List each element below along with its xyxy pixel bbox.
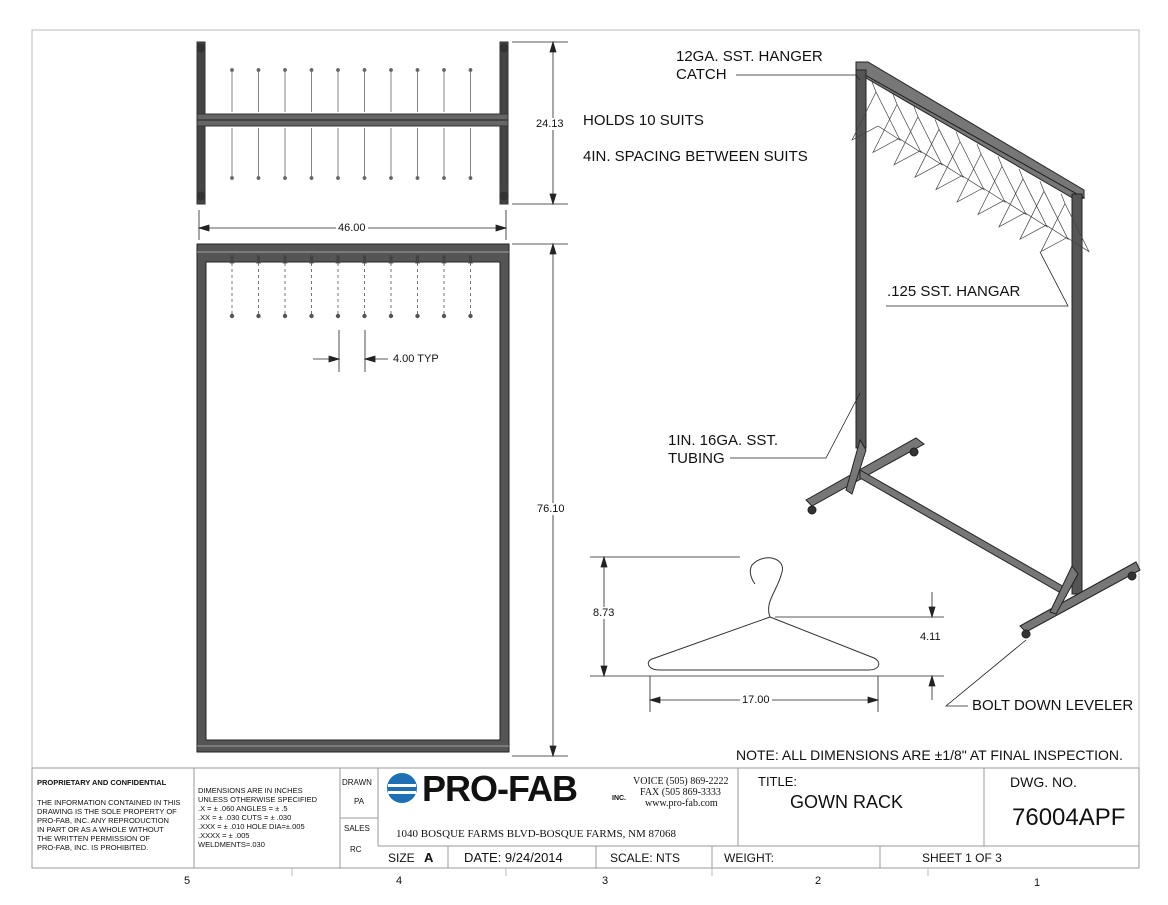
top-hanger-tip — [469, 177, 472, 180]
company-fax: FAX (505 869-3333 — [640, 787, 721, 798]
callout-hangar: .125 SST. HANGAR — [887, 283, 1021, 300]
tolerance-line: .XXXX = ± .005 — [198, 831, 250, 840]
top-hanger-tip — [390, 177, 393, 180]
company-address: 1040 BOSQUE FARMS BLVD-BOSQUE FARMS, NM 87068 — [396, 828, 677, 840]
top-hanger-tip — [469, 69, 472, 72]
size-label: SIZE — [388, 851, 415, 865]
sales-value: RC — [350, 845, 362, 854]
company-suffix: INC. — [612, 795, 626, 802]
zone-label: 5 — [184, 875, 191, 887]
drawn-label: DRAWN — [342, 778, 372, 787]
tolerance-line: .XXX = ± .010 HOLE DIA=±.005 — [198, 822, 305, 831]
tolerance-line: .X = ± .060 ANGLES = ± .5 — [198, 804, 288, 813]
dwg-label: DWG. NO. — [1010, 774, 1077, 790]
tolerance-line: WELDMENTS=.030 — [198, 840, 265, 849]
front-hanger-tip — [442, 314, 446, 318]
tolerance-lines — [198, 786, 317, 849]
callout-leveler: BOLT DOWN LEVELER — [972, 697, 1134, 714]
date-field: DATE: 9/24/2014 — [464, 850, 563, 865]
note-capacity: HOLDS 10 SUITS — [583, 112, 704, 129]
dim-hanger-height-label: 8.73 — [593, 607, 615, 619]
iso-view — [806, 62, 1140, 638]
proprietary-line: IN PART OR AS A WHOLE WITHOUT — [37, 825, 164, 834]
proprietary-line: THE WRITTEN PERMISSION OF — [37, 834, 150, 843]
front-hanger-catch — [389, 255, 393, 263]
scale-field: SCALE: NTS — [610, 851, 681, 865]
front-hanger-catch — [469, 255, 473, 263]
dim-hanger-width-label: 17.00 — [742, 694, 770, 706]
zone-label: 3 — [602, 875, 609, 887]
sales-label: SALES — [344, 824, 370, 833]
pro-fab-logo-icon — [387, 773, 417, 803]
proprietary-line: THE INFORMATION CONTAINED IN THIS — [37, 798, 181, 807]
top-hanger-tip — [337, 177, 340, 180]
top-hanger-tip — [390, 69, 393, 72]
front-hanger-catch — [230, 255, 234, 263]
top-hanger-tip — [416, 69, 419, 72]
weight-field: WEIGHT: — [724, 851, 774, 865]
note-inspection: NOTE: ALL DIMENSIONS ARE ±1/8" AT FINAL INSPECTION. — [736, 747, 1123, 763]
dim-width-label: 46.00 — [338, 222, 366, 234]
front-hanger-tip — [416, 314, 420, 318]
tolerance-line: DIMENSIONS ARE IN INCHES — [198, 786, 303, 795]
tolerance-line: UNLESS OTHERWISE SPECIFIED — [198, 795, 318, 804]
front-hanger-catch — [257, 255, 261, 263]
front-hanger-tip — [389, 314, 393, 318]
dim-hanger-shoulder-label: 4.11 — [920, 631, 941, 643]
front-hanger-tip — [469, 314, 473, 318]
dim-height-label: 76.10 — [537, 503, 565, 515]
callout-hanger-catch-1: 12GA. SST. HANGER — [676, 48, 823, 65]
front-view-frame — [197, 244, 509, 752]
iso-hangers — [852, 82, 1089, 252]
dwg-value: 76004APF — [1012, 804, 1126, 831]
company-website: www.pro-fab.com — [645, 798, 718, 809]
size-value: A — [424, 850, 434, 865]
top-hanger-tip — [284, 177, 287, 180]
top-hanger-tip — [231, 69, 234, 72]
front-hanger-catch — [363, 255, 367, 263]
front-hanger-tip — [363, 314, 367, 318]
top-hanger-tip — [231, 177, 234, 180]
callout-tubing-1: 1IN. 16GA. SST. — [668, 432, 779, 449]
proprietary-heading: PROPRIETARY AND CONFIDENTIAL — [37, 778, 167, 787]
title-label: TITLE: — [758, 774, 798, 789]
proprietary-lines — [37, 798, 180, 852]
dim-depth-label: 24.13 — [536, 118, 564, 130]
callout-hanger-catch-2: CATCH — [676, 66, 727, 83]
zone-label: 2 — [815, 875, 822, 887]
front-hanger-catch — [310, 255, 314, 263]
top-hanger-tip — [310, 69, 313, 72]
top-hanger-tip — [257, 69, 260, 72]
front-hanger-catch — [416, 255, 420, 263]
top-hanger-tip — [443, 69, 446, 72]
front-hanger-tip — [257, 314, 261, 318]
zone-ticks — [292, 868, 928, 876]
proprietary-line: DRAWING IS THE SOLE PROPERTY OF — [37, 807, 177, 816]
front-hanger-catch — [336, 255, 340, 263]
proprietary-line: PRO-FAB, INC. IS PROHIBITED. — [37, 843, 149, 852]
company-voice: VOICE (505) 869-2222 — [633, 776, 729, 787]
proprietary-line: PRO-FAB, INC. ANY REPRODUCTION — [37, 816, 169, 825]
top-hanger-tip — [363, 177, 366, 180]
front-hanger-tip — [336, 314, 340, 318]
hanger-dims — [590, 557, 944, 712]
company-name: PRO-FAB — [422, 768, 577, 809]
callout-tubing-2: TUBING — [668, 450, 725, 467]
note-spacing: 4IN. SPACING BETWEEN SUITS — [583, 148, 808, 165]
top-hanger-tip — [284, 69, 287, 72]
title-value: GOWN RACK — [790, 792, 904, 812]
drawn-value: PA — [354, 797, 365, 806]
dim-height — [512, 244, 568, 756]
top-hanger-tip — [310, 177, 313, 180]
top-hanger-tip — [443, 177, 446, 180]
top-view — [197, 42, 508, 204]
front-hanger-catch — [283, 255, 287, 263]
tolerance-line: .XX = ± .030 CUTS = ± .030 — [198, 813, 292, 822]
front-hanger-catch — [442, 255, 446, 263]
dim-spacing-label: 4.00 TYP — [393, 353, 439, 365]
sheet-field: SHEET 1 OF 3 — [922, 851, 1002, 865]
top-hanger-tip — [363, 69, 366, 72]
top-hanger-tip — [257, 177, 260, 180]
hanger-detail — [648, 558, 879, 670]
front-hanger-tip — [230, 314, 234, 318]
top-hanger-tip — [337, 69, 340, 72]
zone-label: 1 — [1034, 877, 1041, 889]
leaders — [730, 75, 1068, 706]
zone-label: 4 — [396, 875, 403, 887]
front-hanger-tip — [283, 314, 287, 318]
front-hanger-tip — [310, 314, 314, 318]
top-hanger-tip — [416, 177, 419, 180]
